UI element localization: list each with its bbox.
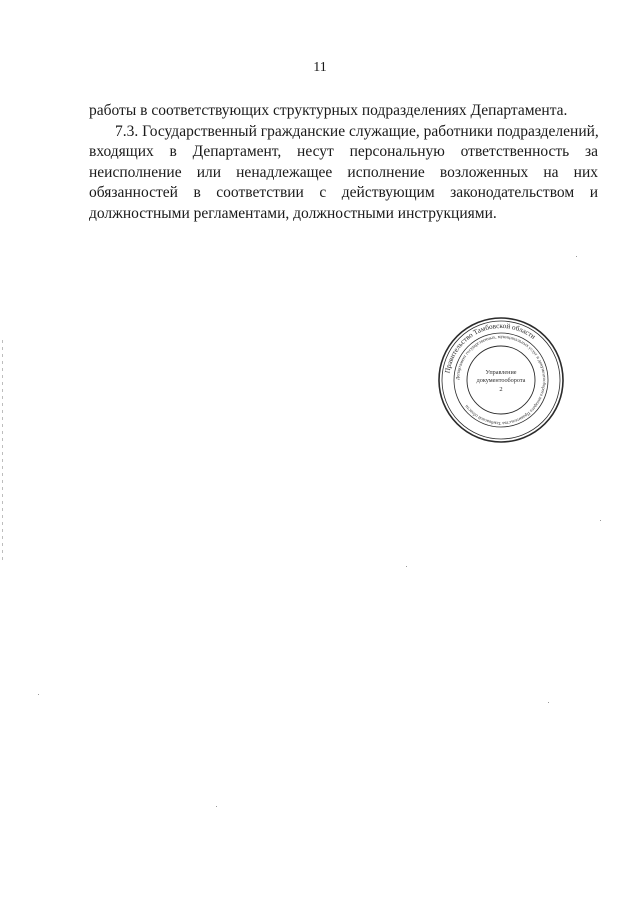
scan-speck <box>548 702 549 703</box>
stamp-center-line2: документооборота <box>476 377 526 384</box>
page-number: 11 <box>313 60 327 75</box>
stamp-outer-text: Правительство Тамбовской области <box>443 321 537 374</box>
body-text <box>89 101 598 224</box>
scan-speck <box>576 256 577 257</box>
text-line: неисполнение или ненадлежащее исполнение возложенных на них <box>89 163 598 181</box>
scan-speck <box>38 694 39 695</box>
text-line: работы в соответствующих структурных подразделениях Департамента. <box>89 102 568 119</box>
official-stamp <box>437 316 565 444</box>
text-line: входящих в Департамент, несут персональную ответственность за <box>89 143 598 160</box>
stamp-center-line1: Управление <box>485 369 517 376</box>
paragraph-7-3-first-line: 7.3. Государственный гражданские служащие, работники подразделений, <box>115 122 599 140</box>
scan-edge-artifact <box>2 340 3 560</box>
scan-speck <box>216 806 217 807</box>
stamp-middle-text: Департамент государственных, муниципальных услуг и документооборота аппарата Правительства Тамбовской области <box>454 333 548 427</box>
scan-speck <box>600 520 601 521</box>
text-line: обязанностей в соответствии с действующим законодательством и <box>89 184 598 201</box>
stamp-center-number: 2 <box>499 386 503 393</box>
text-line: должностными регламентами, должностными инструкциями. <box>89 204 497 222</box>
scan-speck <box>406 566 407 567</box>
